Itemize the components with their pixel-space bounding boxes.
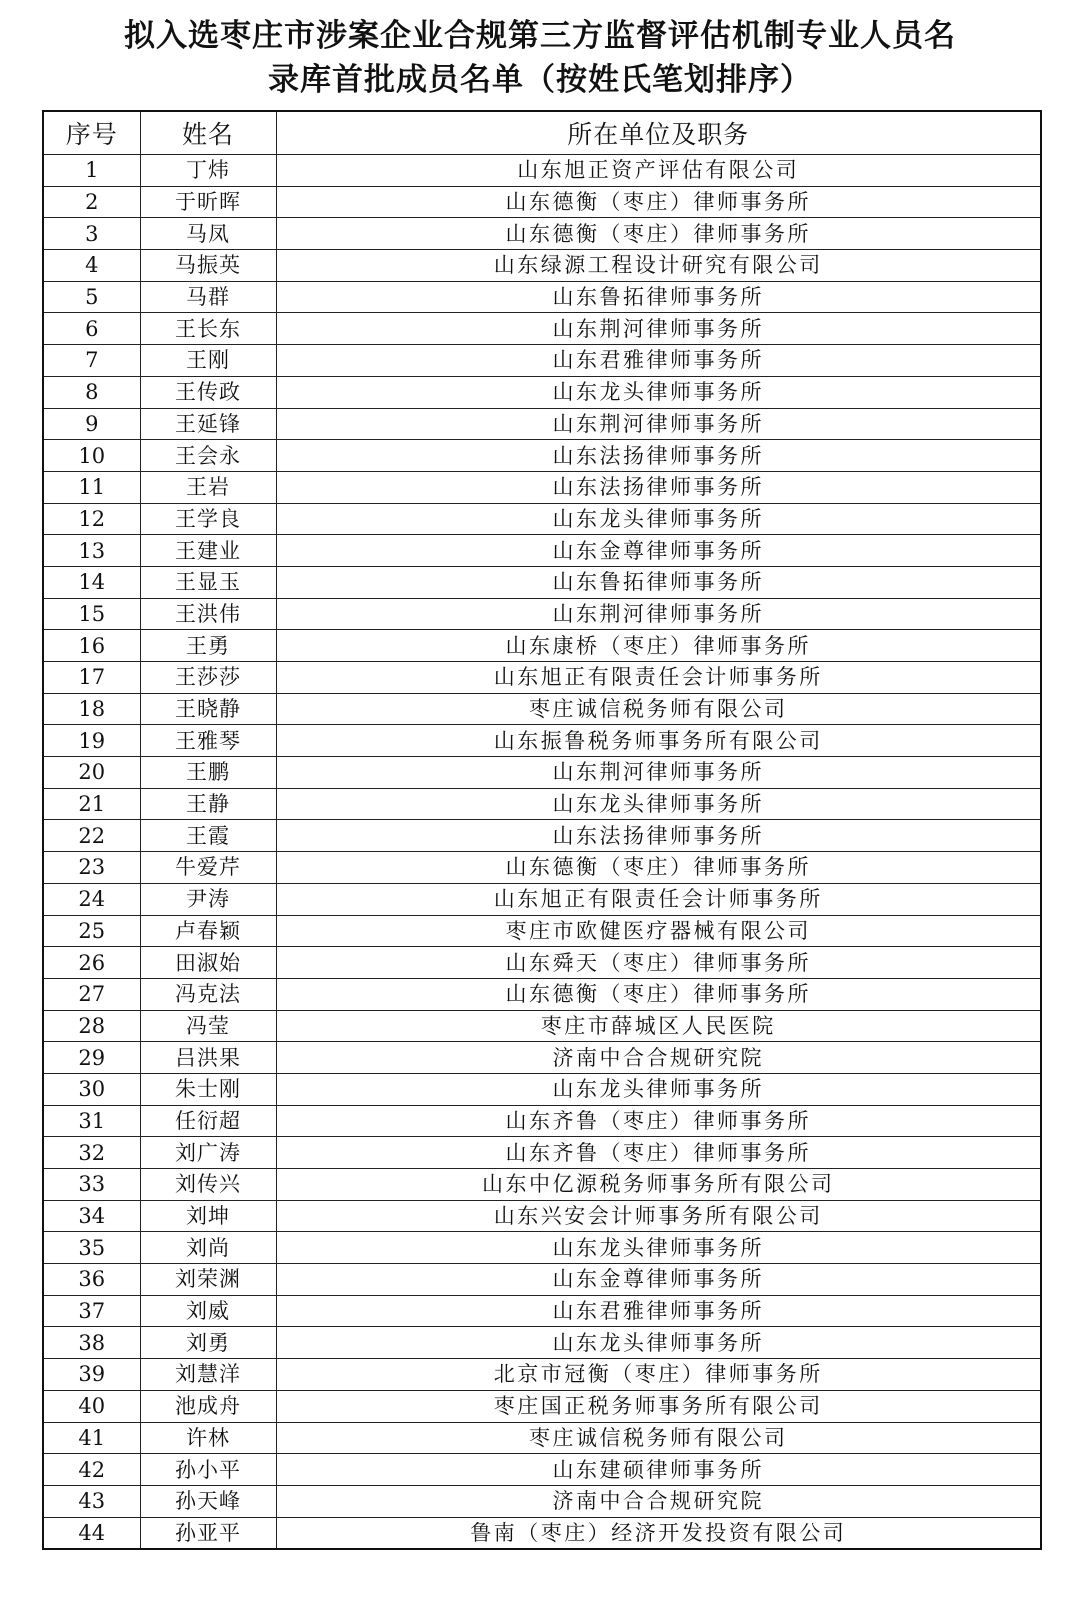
header-name: 姓名 [140,111,276,155]
cell-serial-number: 1 [43,155,140,187]
cell-organization: 山东荆河律师事务所 [276,757,1041,789]
cell-name: 田淑始 [140,947,276,979]
table-row [43,1232,1041,1264]
cell-name: 冯莹 [140,1010,276,1042]
cell-name: 朱士刚 [140,1073,276,1105]
cell-organization: 山东龙头律师事务所 [276,503,1041,535]
cell-serial-number: 5 [43,281,140,313]
cell-name: 王莎莎 [140,662,276,694]
cell-organization: 山东法扬律师事务所 [276,471,1041,503]
table-row [43,788,1041,820]
cell-organization: 枣庄国正税务师事务所有限公司 [276,1390,1041,1422]
cell-serial-number: 15 [43,598,140,630]
cell-serial-number: 13 [43,535,140,567]
table-header-row [43,111,1041,155]
cell-name: 王传政 [140,376,276,408]
table-row [43,757,1041,789]
page-title-line-2: 录库首批成员名单（按姓氏笔划排序） [268,62,812,98]
cell-organization: 枣庄诚信税务师有限公司 [276,1422,1041,1454]
cell-name: 牛爱芹 [140,852,276,884]
cell-serial-number: 7 [43,345,140,377]
table-row [43,1390,1041,1422]
cell-name: 王静 [140,788,276,820]
table-row [43,313,1041,345]
cell-organization: 山东荆河律师事务所 [276,313,1041,345]
cell-name: 卢春颖 [140,915,276,947]
cell-name: 刘慧洋 [140,1359,276,1391]
table-row [43,408,1041,440]
table-row [43,186,1041,218]
member-table [42,110,1042,1550]
cell-serial-number: 4 [43,250,140,282]
cell-organization: 山东法扬律师事务所 [276,820,1041,852]
table-row [43,1327,1041,1359]
cell-name: 孙天峰 [140,1485,276,1517]
table-row [43,1359,1041,1391]
cell-name: 王会永 [140,440,276,472]
cell-organization: 山东鲁拓律师事务所 [276,281,1041,313]
table-row [43,471,1041,503]
header-serial-number: 序号 [43,111,140,155]
cell-serial-number: 18 [43,693,140,725]
table-row [43,852,1041,884]
table-row [43,947,1041,979]
table-row [43,1517,1041,1549]
cell-organization: 山东君雅律师事务所 [276,345,1041,377]
cell-serial-number: 32 [43,1137,140,1169]
cell-name: 王霞 [140,820,276,852]
table-row [43,662,1041,694]
cell-name: 马凤 [140,218,276,250]
table-row [43,1200,1041,1232]
cell-name: 孙小平 [140,1454,276,1486]
cell-organization: 山东兴安会计师事务所有限公司 [276,1200,1041,1232]
cell-serial-number: 20 [43,757,140,789]
cell-organization: 山东荆河律师事务所 [276,598,1041,630]
table-row [43,1169,1041,1201]
table-row [43,1073,1041,1105]
cell-serial-number: 36 [43,1264,140,1296]
cell-name: 王岩 [140,471,276,503]
cell-serial-number: 41 [43,1422,140,1454]
cell-serial-number: 27 [43,978,140,1010]
cell-organization: 山东金尊律师事务所 [276,535,1041,567]
cell-name: 王鹏 [140,757,276,789]
cell-name: 刘勇 [140,1327,276,1359]
cell-organization: 鲁南（枣庄）经济开发投资有限公司 [276,1517,1041,1549]
cell-serial-number: 25 [43,915,140,947]
cell-name: 刘坤 [140,1200,276,1232]
cell-organization: 山东金尊律师事务所 [276,1264,1041,1296]
cell-name: 王建业 [140,535,276,567]
cell-organization: 山东舜天（枣庄）律师事务所 [276,947,1041,979]
cell-organization: 山东旭正有限责任会计师事务所 [276,662,1041,694]
table-row [43,155,1041,187]
table-row [43,915,1041,947]
header-organization: 所在单位及职务 [276,111,1041,155]
cell-name: 王晓静 [140,693,276,725]
table-row [43,281,1041,313]
cell-organization: 山东龙头律师事务所 [276,1232,1041,1264]
cell-name: 王学良 [140,503,276,535]
cell-serial-number: 17 [43,662,140,694]
table-row [43,598,1041,630]
cell-name: 刘威 [140,1295,276,1327]
cell-name: 王延锋 [140,408,276,440]
cell-name: 任衍超 [140,1105,276,1137]
cell-name: 孙亚平 [140,1517,276,1549]
cell-name: 尹涛 [140,883,276,915]
table-row [43,535,1041,567]
cell-name: 刘尚 [140,1232,276,1264]
cell-name: 马振英 [140,250,276,282]
cell-name: 刘荣渊 [140,1264,276,1296]
cell-serial-number: 12 [43,503,140,535]
table-row [43,376,1041,408]
table-row [43,883,1041,915]
cell-organization: 山东振鲁税务师事务所有限公司 [276,725,1041,757]
cell-organization: 山东齐鲁（枣庄）律师事务所 [276,1137,1041,1169]
cell-organization: 山东鲁拓律师事务所 [276,566,1041,598]
table-row [43,503,1041,535]
cell-name: 王雅琴 [140,725,276,757]
table-row [43,250,1041,282]
cell-organization: 山东龙头律师事务所 [276,376,1041,408]
cell-name: 于昕晖 [140,186,276,218]
table-row [43,1042,1041,1074]
cell-name: 刘传兴 [140,1169,276,1201]
cell-organization: 山东龙头律师事务所 [276,1073,1041,1105]
cell-organization: 山东中亿源税务师事务所有限公司 [276,1169,1041,1201]
cell-organization: 山东君雅律师事务所 [276,1295,1041,1327]
cell-serial-number: 35 [43,1232,140,1264]
cell-serial-number: 44 [43,1517,140,1549]
cell-serial-number: 26 [43,947,140,979]
cell-organization: 枣庄市薛城区人民医院 [276,1010,1041,1042]
cell-organization: 济南中合合规研究院 [276,1485,1041,1517]
table-row [43,218,1041,250]
table-row [43,345,1041,377]
cell-name: 王刚 [140,345,276,377]
cell-name: 王洪伟 [140,598,276,630]
cell-name: 王显玉 [140,566,276,598]
cell-serial-number: 21 [43,788,140,820]
table-row [43,978,1041,1010]
cell-serial-number: 14 [43,566,140,598]
cell-serial-number: 6 [43,313,140,345]
table-row [43,1137,1041,1169]
page-title [0,14,1080,102]
cell-serial-number: 43 [43,1485,140,1517]
page-title-line-1: 拟入选枣庄市涉案企业合规第三方监督评估机制专业人员名 [124,18,956,54]
cell-serial-number: 42 [43,1454,140,1486]
cell-serial-number: 28 [43,1010,140,1042]
cell-serial-number: 11 [43,471,140,503]
table-body [43,155,1041,1550]
cell-name: 王勇 [140,630,276,662]
cell-serial-number: 9 [43,408,140,440]
table-row [43,630,1041,662]
cell-organization: 山东齐鲁（枣庄）律师事务所 [276,1105,1041,1137]
cell-serial-number: 19 [43,725,140,757]
table-row [43,1105,1041,1137]
cell-organization: 山东德衡（枣庄）律师事务所 [276,218,1041,250]
cell-serial-number: 40 [43,1390,140,1422]
cell-name: 许林 [140,1422,276,1454]
cell-serial-number: 39 [43,1359,140,1391]
table-row [43,725,1041,757]
table-row [43,693,1041,725]
table-row [43,1422,1041,1454]
cell-serial-number: 37 [43,1295,140,1327]
cell-organization: 山东德衡（枣庄）律师事务所 [276,978,1041,1010]
cell-organization: 山东建硕律师事务所 [276,1454,1041,1486]
cell-name: 吕洪果 [140,1042,276,1074]
cell-serial-number: 24 [43,883,140,915]
table-row [43,820,1041,852]
cell-organization: 济南中合合规研究院 [276,1042,1041,1074]
cell-name: 冯克法 [140,978,276,1010]
cell-name: 刘广涛 [140,1137,276,1169]
cell-serial-number: 30 [43,1073,140,1105]
table-row [43,1010,1041,1042]
cell-serial-number: 31 [43,1105,140,1137]
cell-organization: 山东德衡（枣庄）律师事务所 [276,852,1041,884]
cell-organization: 山东旭正有限责任会计师事务所 [276,883,1041,915]
table-row [43,1264,1041,1296]
cell-organization: 山东法扬律师事务所 [276,440,1041,472]
cell-serial-number: 16 [43,630,140,662]
cell-name: 马群 [140,281,276,313]
cell-organization: 山东荆河律师事务所 [276,408,1041,440]
cell-serial-number: 34 [43,1200,140,1232]
table-row [43,1454,1041,1486]
cell-name: 池成舟 [140,1390,276,1422]
cell-serial-number: 22 [43,820,140,852]
cell-serial-number: 2 [43,186,140,218]
cell-name: 王长东 [140,313,276,345]
cell-organization: 山东龙头律师事务所 [276,1327,1041,1359]
cell-serial-number: 3 [43,218,140,250]
cell-organization: 山东德衡（枣庄）律师事务所 [276,186,1041,218]
cell-organization: 山东绿源工程设计研究有限公司 [276,250,1041,282]
cell-name: 丁炜 [140,155,276,187]
cell-organization: 山东龙头律师事务所 [276,788,1041,820]
table-row [43,440,1041,472]
cell-organization: 枣庄诚信税务师有限公司 [276,693,1041,725]
table-row [43,1485,1041,1517]
cell-serial-number: 10 [43,440,140,472]
cell-serial-number: 38 [43,1327,140,1359]
cell-serial-number: 33 [43,1169,140,1201]
table-row [43,1295,1041,1327]
cell-organization: 山东康桥（枣庄）律师事务所 [276,630,1041,662]
cell-organization: 枣庄市欧健医疗器械有限公司 [276,915,1041,947]
cell-organization: 山东旭正资产评估有限公司 [276,155,1041,187]
cell-organization: 北京市冠衡（枣庄）律师事务所 [276,1359,1041,1391]
table-row [43,566,1041,598]
cell-serial-number: 8 [43,376,140,408]
cell-serial-number: 29 [43,1042,140,1074]
cell-serial-number: 23 [43,852,140,884]
